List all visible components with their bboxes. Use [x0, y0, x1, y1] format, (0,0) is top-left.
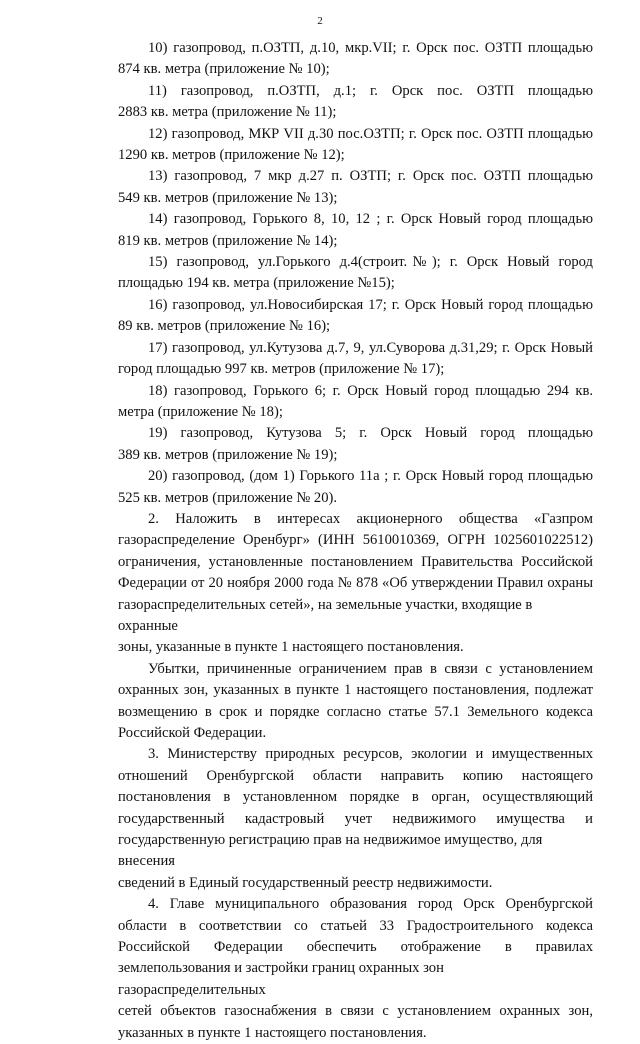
- document-line: 18) газопровод, Горького 6; г. Орск Новый город площадью 294 кв.: [148, 382, 593, 399]
- document-line: газораспределительных сетей», на земельные участки, входящие в охранные: [118, 596, 533, 634]
- document-line: 2883 кв. метра (приложение № 11);: [118, 104, 337, 121]
- document-line: 10) газопровод, п.ОЗТП, д.10, мкр.VII; г. Орск пос. ОЗТП площадью: [148, 40, 593, 56]
- document-line: 19) газопровод, Кутузова 5; г. Орск Новый город площадью: [148, 425, 593, 442]
- document-line: 89 кв. метров (приложение № 16);: [118, 318, 331, 335]
- document-line: 819 кв. метров (приложение № 14);: [118, 232, 338, 249]
- document-line: 16) газопровод, ул.Новосибирская 17; г. Орск Новый город площадью: [148, 296, 593, 313]
- document-line: Федерации от 20 ноября 2000 года № 878 «Об утверждении Правил охраны: [118, 575, 593, 592]
- document-line: 4. Главе муниципального образования город Орск Оренбургской: [148, 896, 593, 913]
- document-line: охранных зон, указанных в пункте 1 настоящего постановления, подлежат: [118, 682, 593, 699]
- document-line: ограничения, установленные постановлением Правительства Российской: [118, 553, 593, 570]
- document-line: зоны, указанные в пункте 1 настоящего постановления.: [118, 639, 464, 656]
- document-line: 389 кв. метров (приложение № 19);: [118, 446, 338, 463]
- document-line: 12) газопровод, МКР VII д.30 пос.ОЗТП; г. Орск пос. ОЗТП площадью: [148, 125, 593, 142]
- document-line: указанных в пункте 1 настоящего постановления.: [118, 1024, 427, 1041]
- document-line: площадью 194 кв. метра (приложение №15);: [118, 275, 395, 292]
- document-line: город площадью 997 кв. метров (приложение № 17);: [118, 361, 445, 378]
- document-line: 14) газопровод, Горького 8, 10, 12 ; г. Орск Новый город площадью: [148, 211, 593, 228]
- document-line: газораспределение Оренбург» (ИНН 5610010369, ОГРН 1025601022512): [118, 532, 593, 549]
- document-line: сетей объектов газоснабжения в связи с установлением охранных зон,: [118, 1003, 593, 1020]
- document-line: постановления в установленном порядке в орган, осуществляющий: [118, 789, 593, 806]
- document-line: 3. Министерству природных ресурсов, экологии и имущественных: [148, 746, 593, 763]
- document-line: возмещению в срок и порядке согласно статье 57.1 Земельного кодекса: [118, 703, 593, 720]
- document-line: 874 кв. метра (приложение № 10);: [118, 61, 330, 78]
- document-line: 2. Наложить в интересах акционерного общества «Газпром: [148, 510, 593, 527]
- document-line: 11) газопровод, п.ОЗТП, д.1; г. Орск пос. ОЗТП площадью: [148, 82, 593, 99]
- document-line: 15) газопровод, ул.Горького д.4(строит.№); г. Орск Новый город: [148, 254, 593, 271]
- document-line: 549 кв. метров (приложение № 13);: [118, 189, 338, 206]
- document-line: области в соответствии со статьей 33 Градостроительного кодекса: [118, 917, 593, 934]
- document-line: 525 кв. метров (приложение № 20).: [118, 489, 337, 506]
- document-line: метра (приложение № 18);: [118, 403, 283, 420]
- document-line: государственную регистрацию прав на недвижимое имущество, для внесения: [118, 832, 543, 870]
- document-line: 20) газопровод, (дом 1) Горького 11а ; г. Орск Новый город площадью: [148, 468, 593, 485]
- document-line: государственный кадастровый учет недвижимого имущества и: [118, 810, 593, 827]
- document-line: Российской Федерации.: [118, 725, 267, 741]
- document-line: сведений в Единый государственный реестр недвижимости.: [118, 874, 493, 891]
- document-line: отношений Оренбургской области направить копию настоящего: [118, 767, 593, 784]
- page-number: 2: [317, 15, 323, 27]
- document-line: Российской Федерации обеспечить отображение в правилах: [118, 939, 593, 956]
- document-line: 1290 кв. метров (приложение № 12);: [118, 147, 345, 164]
- document-line: 13) газопровод, 7 мкр д.27 п. ОЗТП; г. Орск пос. ОЗТП площадью: [148, 168, 593, 185]
- document-line: землепользования и застройки границ охранных зон газораспределительных: [118, 960, 444, 998]
- document-line: Убытки, причиненные ограничением прав в связи с установлением: [148, 660, 593, 677]
- document-body: [118, 38, 593, 1044]
- document-line: 17) газопровод, ул.Кутузова д.7, 9, ул.Суворова д.31,29; г. Орск Новый: [148, 339, 593, 356]
